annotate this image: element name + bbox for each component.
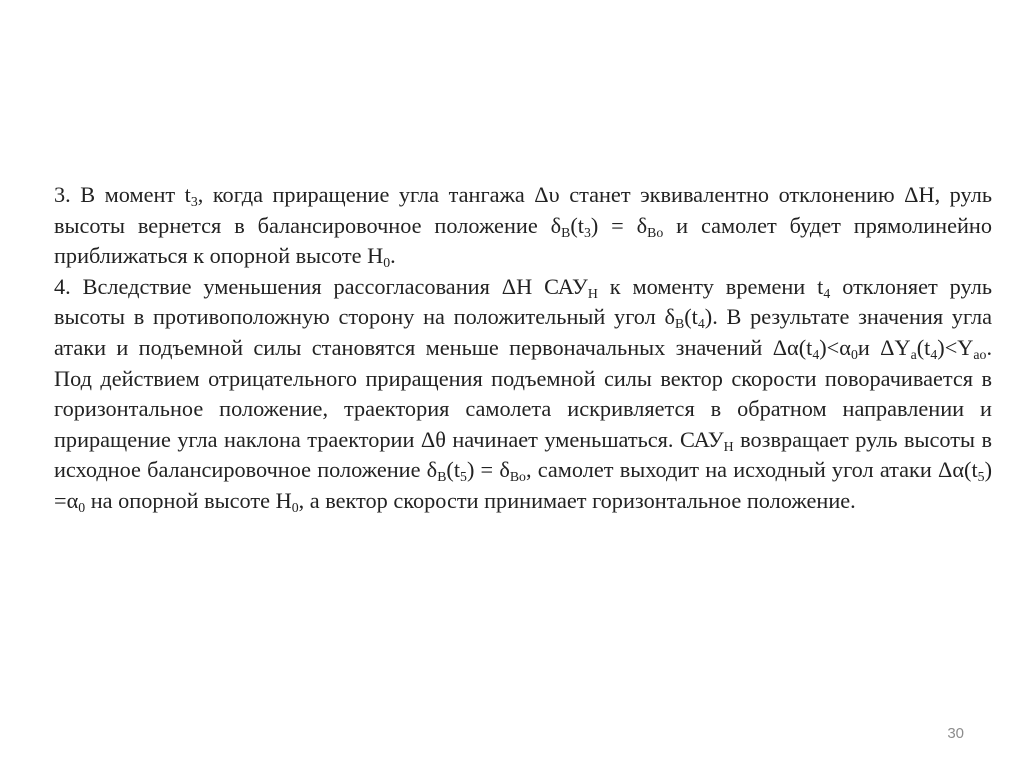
slide-body-text: [54, 180, 992, 517]
paragraph-step-3: 3. В момент $t_3$, когда приращение угла тангажа Δυ станет эквивалентно отклонению ΔH, руль высоты вернется в балансировочное положение $\delta_В(t_3) = \delta_{Во}$ и самолет будет прямолинейно приближаться к опорной высоте $H_0$.: [54, 182, 992, 271]
page-number: 30: [947, 725, 964, 742]
paragraph-step-4: 4. Вследствие уменьшения рассогласования ΔH $САУ_H$ к моменту времени $t_4$ отклоняет руль высоты в противоположную сторону на положительный угол $\delta_В(t_4)$. В результате значения угла атаки и подъемной силы становятся меньше первоначальных значений $\Delta\alpha(t_4)<\alpha_0и$ $\Delta Y_a(t_4)<Y_{ao}$. Под действием отрицательного приращения подъемной силы вектор скорости поворачивается в горизонтальное положение, траектория самолета искривляется в обратном направлении и приращение угла наклона траектории Δθ начинает уменьшаться. $САУ_H$ возвращает руль высоты в исходное балансировочное положение $\delta_В(t_5) = \delta_{Во}$, самолет выходит на исходный угол атаки $\Delta\alpha(t_5) =\alpha_0$ на опорной высоте $H_0$, а вектор скорости принимает горизонтальное положение.: [54, 273, 993, 515]
